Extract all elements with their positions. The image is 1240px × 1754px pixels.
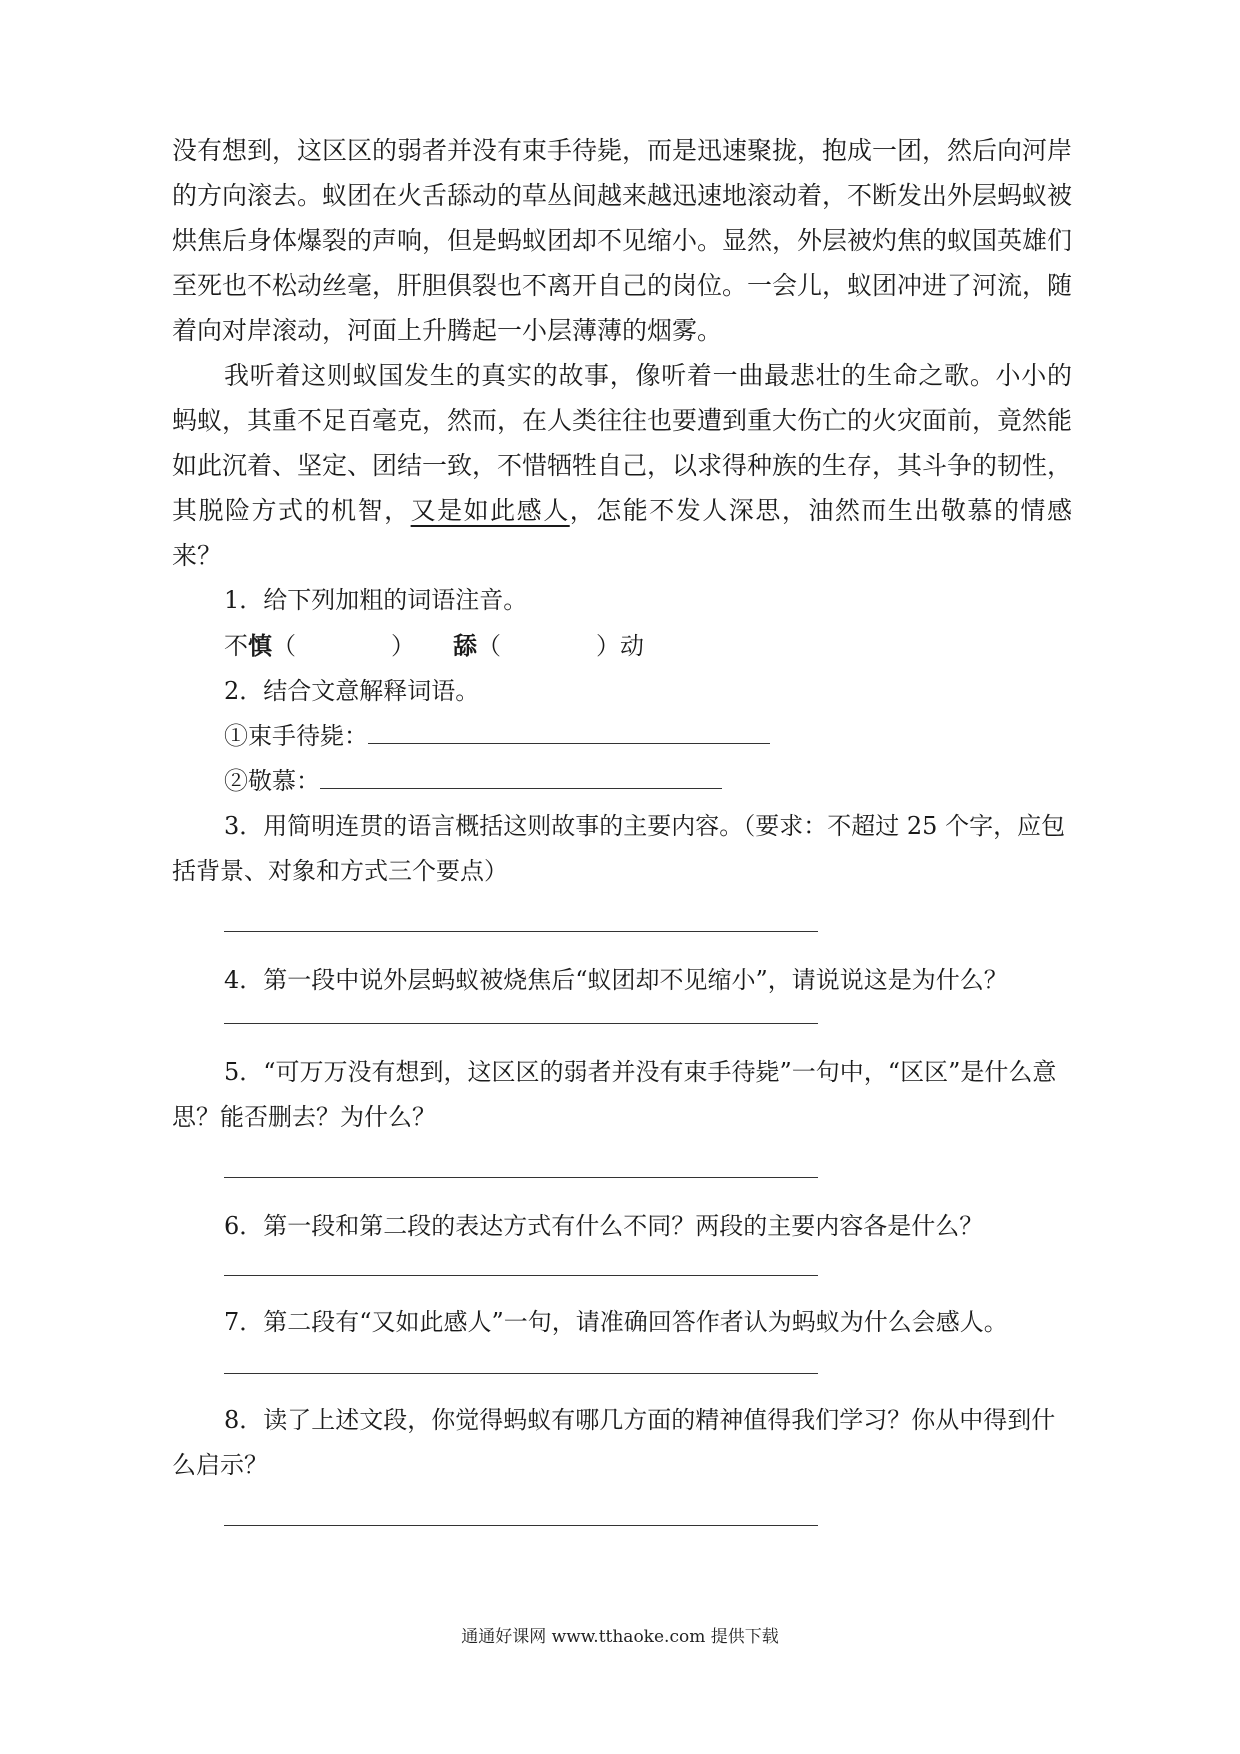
item-2-answer-blank[interactable] [320,766,722,789]
worksheet-page [172,128,1072,1526]
question-3: 3．用简明连贯的语言概括这则故事的主要内容。（要求：不超过 25 个字，应包括背景、对象和方式三个要点） [172,812,1066,885]
question-3-answer-line[interactable] [224,931,818,932]
question-4: 4．第一段中说外层蚂蚁被烧焦后“蚁团却不见缩小”，请说说这是为什么？ [224,966,1008,994]
passage-paragraph-1: 没有想到，这区区的弱者并没有束手待毙，而是迅速聚拢，抱成一团，然后向河岸的方向滚去。蚁团在火舌舔动的草丛间越来越迅速地滚动着，不断发出外层蚂蚁被烘焦后身体爆裂的声响，但是蚂蚁团却不见缩小。显然，外层被灼焦的蚁国英雄们至死也不松动丝毫，肝胆俱裂也不离开自己的岗位。一会儿，蚁团冲进了河流，随着向对岸滚动，河面上升腾起一小层薄薄的烟雾。 [172,136,1073,345]
question-4-answer-line[interactable] [224,1023,818,1024]
item-1-answer-blank[interactable] [368,721,770,744]
word1-paren-close: ） [391,632,415,660]
item-2-label: ②敬慕： [224,767,320,795]
footer-credit: 通通好课网 www.tthaoke.com 提供下载 [461,1627,779,1647]
question-7: 7．第二段有“又如此感人”一句，请准确回答作者认为蚂蚁为什么会感人。 [224,1308,1008,1336]
word1-prefix: 不 [224,632,248,660]
question-5: 5．“可万万没有想到，这区区的弱者并没有束手待毙”一句中，“区区”是什么意思？能否删去？为什么？ [172,1058,1057,1131]
question-6: 6．第一段和第二段的表达方式有什么不同？两段的主要内容各是什么？ [224,1212,984,1240]
word2-suffix: 动 [620,632,644,660]
passage-paragraph-2-end: ，怎能不发人深思，油然而生出敬慕的情感来？ [172,496,1072,570]
passage-paragraph-2-start: 我听着这则蚁国发生的真实的故事，像听着一曲最悲壮的生命之歌。小小的蚂蚁，其重不足百毫克，然而，在人类往往也要遭到重大伤亡的火灾面前，竟然能如此沉着、坚定、团结一致，不惜牺牲自己，以求得种族的生存，其斗争的韧性，其脱险方式的机智， [172,361,1073,525]
item-1-label: ①束手待毙： [224,722,368,750]
word2-paren-close: ） [596,632,620,660]
question-1: 1．给下列加粗的词语注音。 [224,586,528,614]
question-8: 8．读了上述文段，你觉得蚂蚁有哪几方面的精神值得我们学习？你从中得到什么启示？ [172,1406,1056,1479]
question-2-item-2 [172,759,1072,804]
question-7-answer-line[interactable] [224,1373,818,1374]
passage-paragraph-2 [172,353,1072,578]
question-2: 2．结合文意解释词语。 [224,677,480,705]
question-1-items [172,623,1072,669]
question-6-answer-line[interactable] [224,1275,818,1276]
underlined-phrase: 又是如此感人 [410,496,570,525]
word2-paren-open: （ [477,632,501,660]
word1-paren-open: （ [272,632,296,660]
word2-bold: 舔 [453,631,477,660]
question-2-item-1 [172,714,1072,759]
question-5-answer-line[interactable] [224,1177,818,1178]
question-8-answer-line[interactable] [224,1525,818,1526]
word1-bold: 慎 [248,631,272,660]
